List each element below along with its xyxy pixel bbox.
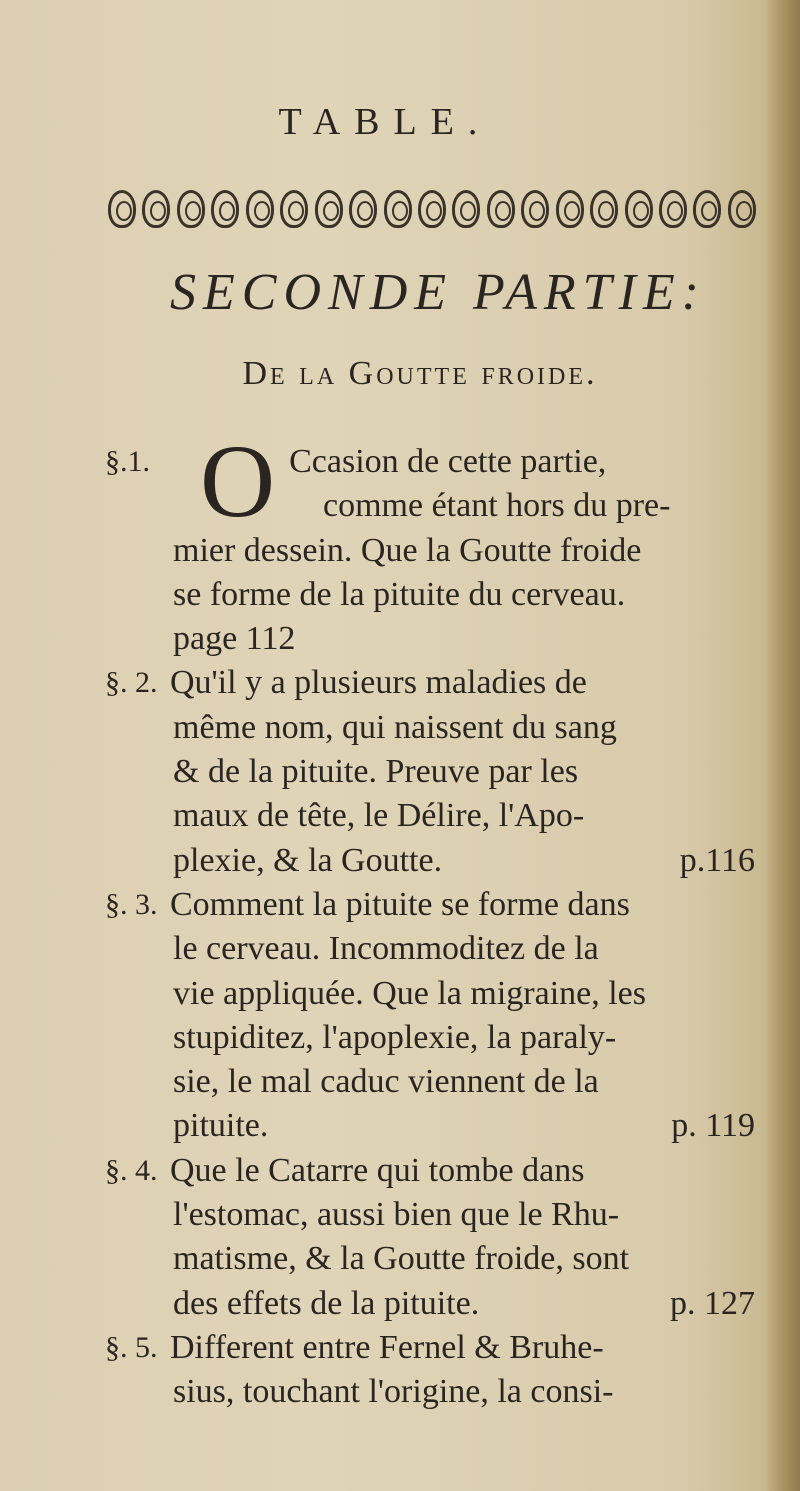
knot-ornament-icon: [246, 190, 274, 228]
knot-ornament-icon: [452, 190, 480, 228]
knot-ornament-icon: [211, 190, 239, 228]
page-reference: p.116: [679, 841, 755, 879]
section-number: §. 5.: [105, 1330, 158, 1364]
section-number: §. 2.: [105, 666, 158, 700]
knot-ornament-icon: [280, 190, 308, 228]
knot-ornament-icon: [659, 190, 687, 228]
drop-cap: O: [200, 424, 276, 539]
entry-line: sie, le mal caduc viennent de la: [173, 1063, 599, 1101]
entry-line: matisme, & la Goutte froide, sont: [173, 1240, 630, 1278]
entry-text: pituite.: [173, 1107, 269, 1145]
knot-ornament-icon: [384, 190, 412, 228]
section-title: De la Goutte froide.: [242, 355, 598, 392]
knot-ornament-icon: [315, 190, 343, 228]
entry-text: Ccasion de cette partie,: [289, 443, 607, 480]
running-head: TABLE.: [278, 101, 492, 143]
entry-line: Que le Catarre qui tombe dans: [170, 1151, 585, 1189]
entry-line: le cerveau. Incommoditez de la: [173, 930, 599, 968]
section-number: §. 3.: [105, 887, 158, 921]
knot-ornament-icon: [693, 190, 721, 228]
section-number: §. 4.: [105, 1153, 158, 1187]
knot-ornament-icon: [590, 190, 618, 228]
knot-ornament-icon: [487, 190, 515, 228]
entry-line: même nom, qui naissent du sang: [173, 708, 617, 746]
entry-line: [105, 1104, 755, 1148]
entry-line: [105, 839, 755, 883]
knot-ornament-icon: [728, 190, 756, 228]
entry-line: [105, 1282, 755, 1326]
toc-entry: [105, 1326, 755, 1415]
fleuron-band-icon: [108, 185, 756, 233]
knot-ornament-icon: [418, 190, 446, 228]
page-reference: p. 119: [671, 1107, 755, 1145]
knot-ornament-icon: [108, 190, 136, 228]
toc-entry: [105, 661, 755, 882]
table-of-contents: [105, 424, 755, 1415]
knot-ornament-icon: [177, 190, 205, 228]
entry-line: l'estomac, aussi bien que le Rhu-: [173, 1196, 620, 1234]
page-reference: p. 127: [670, 1284, 755, 1322]
knot-ornament-icon: [142, 190, 170, 228]
toc-entry: [105, 424, 755, 661]
entry-line: Different entre Fernel & Bruhe-: [170, 1328, 604, 1366]
knot-ornament-icon: [521, 190, 549, 228]
entry-line: maux de tête, le Délire, l'Apo-: [173, 797, 585, 835]
entry-line: comme étant hors du pre-: [323, 487, 671, 525]
entry-line: vie appliquée. Que la migraine, les: [173, 974, 646, 1012]
entry-line: Comment la pituite se forme dans: [170, 885, 630, 923]
part-title: SECONDE PARTIE:: [170, 264, 706, 321]
knot-ornament-icon: [349, 190, 377, 228]
entry-line: se forme de la pituite du cerveau.: [173, 575, 626, 613]
entry-text: des effets de la pituite.: [173, 1284, 480, 1322]
toc-entry: [105, 1149, 755, 1326]
page-binding-edge: [766, 0, 800, 1491]
knot-ornament-icon: [556, 190, 584, 228]
knot-ornament-icon: [625, 190, 653, 228]
entry-line: & de la pituite. Preuve par les: [173, 753, 579, 791]
entry-line: stupiditez, l'apoplexie, la paraly-: [173, 1018, 617, 1056]
toc-entry: [105, 883, 755, 1149]
entry-line: Qu'il y a plusieurs maladies de: [170, 664, 587, 702]
entry-line: mier dessein. Que la Goutte froide: [173, 531, 642, 569]
page-reference: page 112: [173, 620, 296, 658]
entry-line: sius, touchant l'origine, la consi-: [173, 1373, 614, 1411]
section-number: §.1.: [105, 445, 150, 478]
entry-text: plexie, & la Goutte.: [173, 841, 443, 879]
